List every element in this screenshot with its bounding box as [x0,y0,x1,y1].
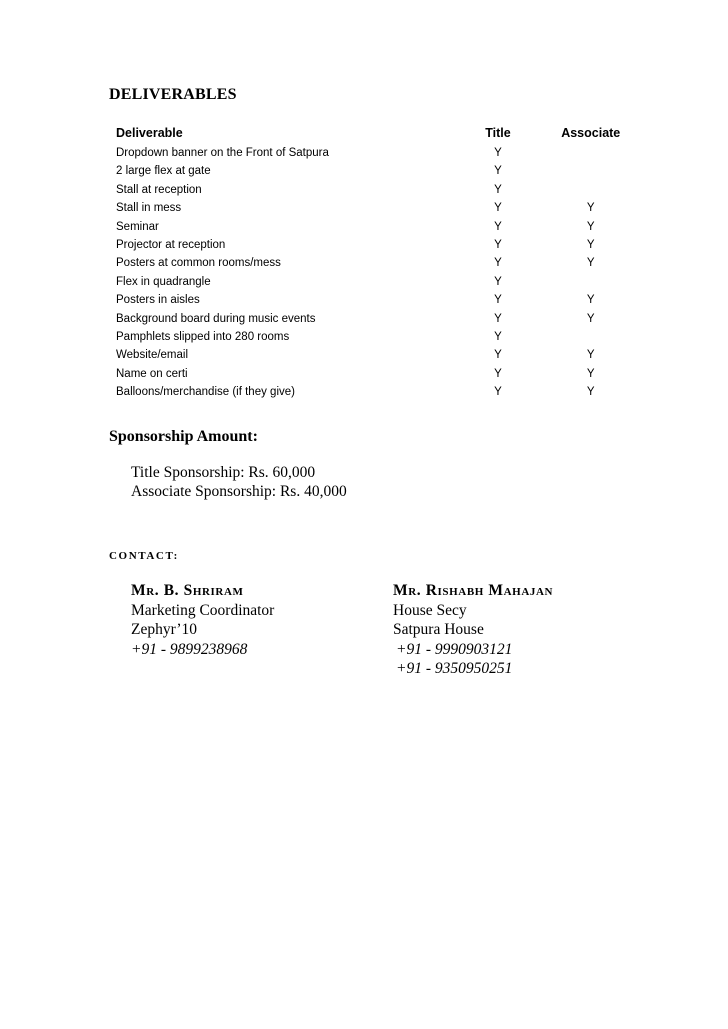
deliverables-heading: DELIVERABLES [109,86,237,103]
column-header-deliverable: Deliverable [116,126,183,140]
contact-name: Mr. B. Shriram [131,582,244,599]
title-cell: Y [494,386,502,399]
deliverables-table-body [110,144,650,402]
title-cell: Y [494,312,502,325]
title-sponsorship-amount: Title Sponsorship: Rs. 60,000 [131,464,316,481]
deliverable-cell: Projector at reception [116,239,226,252]
associate-cell [531,181,650,199]
associate-cell [531,162,650,180]
table-row [110,291,650,309]
deliverable-cell: Pamphlets slipped into 280 rooms [116,331,290,344]
table-row [110,346,650,364]
associate-cell: Y [586,294,595,307]
table-row [110,328,650,346]
contact-card-mahajan [393,581,553,679]
associate-cell [531,273,650,291]
contact-organization: Satpura House [393,621,484,639]
contact-name: Mr. Rishabh Mahajan [393,582,554,599]
associate-cell: Y [586,202,595,215]
table-row [110,199,650,217]
deliverable-cell: Stall at reception [116,183,202,196]
contact-phone-secondary: +91 - 9350950251 [396,660,513,678]
column-header-title: Title [485,126,511,140]
title-cell: Y [494,294,502,307]
contact-phone: +91 - 9990903121 [396,640,513,658]
title-cell: Y [494,367,502,380]
table-row [110,236,650,254]
table-row [110,144,650,162]
deliverable-cell: Balloons/merchandise (if they give) [116,386,295,399]
deliverable-cell: Flex in quadrangle [116,275,211,288]
table-row [110,273,650,291]
contact-card-shriram [131,581,274,659]
contact-organization: Zephyr’10 [131,621,197,639]
table-header-row [110,122,650,144]
deliverable-cell: Posters in aisles [116,294,200,307]
table-row [110,181,650,199]
column-header-associate: Associate [561,126,621,140]
deliverable-cell: Dropdown banner on the Front of Satpura [116,147,329,159]
associate-cell: Y [586,312,595,325]
title-cell: Y [494,239,502,252]
table-row [110,218,650,236]
contact-role: Marketing Coordinator [131,601,275,619]
contact-role: House Secy [393,601,467,619]
title-cell: Y [494,183,502,196]
table-row [110,365,650,383]
sponsorship-heading: Sponsorship Amount: [109,428,258,445]
title-cell: Y [494,147,502,159]
deliverable-cell: Posters at common rooms/mess [116,257,281,270]
associate-cell [531,144,650,162]
associate-cell [531,328,650,346]
title-cell: Y [494,331,502,344]
deliverable-cell: Website/email [116,349,189,362]
title-cell: Y [494,165,502,178]
associate-sponsorship-amount: Associate Sponsorship: Rs. 40,000 [131,483,347,500]
associate-cell: Y [586,257,595,270]
associate-cell: Y [586,367,595,380]
contact-phone: +91 - 9899238968 [131,640,248,658]
table-row [110,383,650,401]
title-cell: Y [494,257,502,270]
title-cell: Y [494,349,502,362]
deliverables-table [110,122,650,402]
associate-cell: Y [586,349,595,362]
deliverable-cell: Background board during music events [116,312,316,325]
associate-cell: Y [586,220,595,233]
title-cell: Y [494,275,502,288]
title-cell: Y [494,220,502,233]
table-row [110,310,650,328]
title-cell: Y [494,202,502,215]
deliverable-cell: Stall in mess [116,202,182,215]
associate-cell: Y [586,386,595,399]
deliverable-cell: Name on certi [116,367,188,380]
associate-cell: Y [586,239,595,252]
deliverable-cell: Seminar [116,220,159,233]
table-row [110,254,650,272]
deliverable-cell: 2 large flex at gate [116,165,211,178]
table-row [110,162,650,180]
contact-heading: CONTACT: [109,550,179,562]
